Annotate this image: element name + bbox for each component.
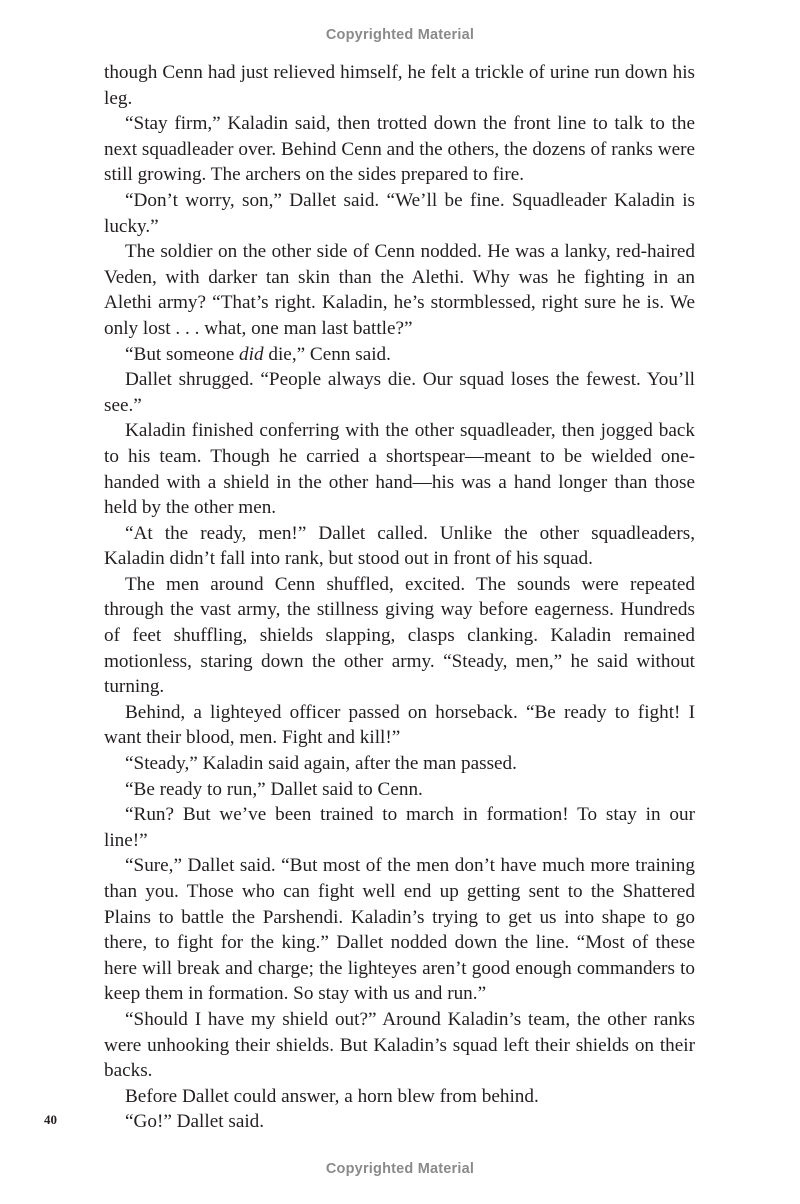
paragraph [104,521,695,572]
paragraph [104,60,695,111]
copyright-watermark-bottom: Copyrighted Material [325,1161,475,1177]
paragraph [104,777,695,803]
paragraph [104,853,695,1007]
paragraph [104,751,695,777]
paragraph-text: die,” Cenn said. [263,343,391,365]
paragraph-text: “Be ready to run,” Dallet said to Cenn. [125,778,423,800]
paragraph-text: “Go!” Dallet said. [125,1111,265,1133]
paragraph [104,1007,695,1084]
paragraph-text: “Don’t worry, son,” Dallet said. “We’ll be fine. Squadleader Kaladin is lucky.” [104,189,695,237]
paragraph [104,802,695,853]
paragraph-text: “Run? But we’ve been trained to march in formation! To stay in our line!” [104,804,695,851]
paragraph-text: “But someone [125,343,240,365]
paragraph [104,367,695,418]
paragraph-text: “Steady,” Kaladin said again, after the man passed. [125,753,517,775]
paragraph-text: though Cenn had just relieved himself, he felt a trickle of urine run down his leg. [104,62,695,109]
paragraph [104,700,695,751]
paragraph [104,1084,695,1110]
paragraph [104,572,695,700]
paragraph [104,418,695,520]
paragraph-text: The men around Cenn shuffled, excited. The sounds were repeated through the vast army, the stillness giving way before eagerness. Hundreds of feet shuffling, shields slapping, clasps clanking. Kaladin remained motionless, staring down the other army. “Steady, men,” he said without turning. [104,573,695,698]
paragraph [104,111,695,188]
paragraph [104,342,695,368]
page-number: 40 [44,1112,57,1127]
paragraph [104,1109,695,1135]
paragraph [104,239,695,341]
paragraph [104,188,695,239]
paragraph-text: “Stay firm,” Kaladin said, then trotted down the front line to talk to the next squadleader over. Behind Cenn and the others, the dozens of ranks were still growing. The archers on the sides prepared to fire. [104,113,695,186]
paragraph-text: Kaladin finished conferring with the other squadleader, then jogged back to his team. Though he carried a shortspear—meant to be wielded one-handed with a shield in the other hand—his was a hand longer than those held by the other men. [104,420,695,519]
paragraph-text: Behind, a lighteyed officer passed on horseback. “Be ready to fight! I want their blood, men. Fight and kill!” [104,701,695,749]
italic-text: did [239,343,264,365]
paragraph-text: Dallet shrugged. “People always die. Our squad loses the fewest. You’ll see.” [104,369,695,416]
paragraph-text: “At the ready, men!” Dallet called. Unlike the other squadleaders, Kaladin didn’t fall into rank, but stood out in front of his squad. [104,522,695,570]
paragraph-text: Before Dallet could answer, a horn blew from behind. [125,1085,539,1107]
paragraph-text: “Sure,” Dallet said. “But most of the men don’t have much more training than you. Those who can fight well end up getting sent to the Shattered Plains to battle the Parshendi. Kaladin’s trying to get us into shape to go there, to fight for the king.” Dallet nodded down the line. “Most of these here will break and charge; the lighteyes aren’t good enough commanders to keep them in formation. So stay with us and run.” [104,855,695,1005]
paragraph-text: “Should I have my shield out?” Around Kaladin’s team, the other ranks were unhooking their shields. But Kaladin’s squad left their shields on their backs. [104,1008,695,1082]
copyright-watermark-top: Copyrighted Material [325,27,475,43]
book-page-body [104,60,695,1135]
paragraph-text: The soldier on the other side of Cenn nodded. He was a lanky, red-haired Veden, with darker tan skin than the Alethi. Why was he fighting in an Alethi army? “That’s right. Kaladin, he’s stormblessed, right sure he is. We only lost . . . what, one man last battle?” [104,241,695,339]
